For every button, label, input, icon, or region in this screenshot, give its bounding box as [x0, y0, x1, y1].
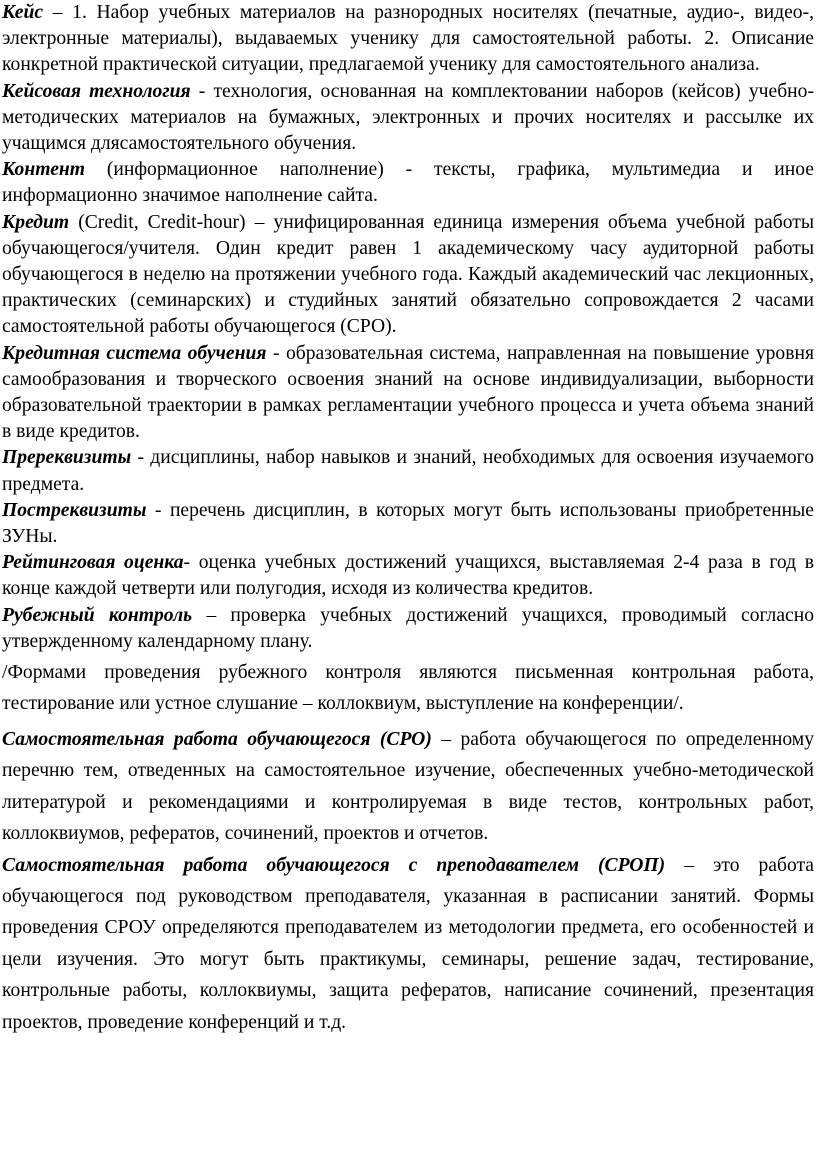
term: Контент: [2, 159, 86, 181]
term: Самостоятельная работа обучающегося (СРО): [2, 728, 432, 750]
definition: - технология, основанная на комплектовании наборов (кейсов) учебно-методических материалов на бумажных, электронных и прочих носителях и рассылке их учащимся длясамостоятельного обучения.: [2, 80, 814, 155]
term: Постреквизиты: [2, 499, 147, 521]
definition: – проверка учебных достижений учащихся, проводимый согласно утвержденному календарному плану.: [2, 604, 815, 652]
term: Рейтинговая оценка: [2, 552, 184, 574]
definition: - дисциплины, набор навыков и знаний, необходимых для освоения изучаемого предмета.: [2, 447, 814, 495]
term: Кейсовая технология: [2, 80, 191, 102]
glossary-entry-credit-system: [2, 341, 814, 446]
glossary-entry-rating: [2, 550, 814, 602]
definition: - перечень дисциплин, в которых могут быть использованы приобретенные ЗУНы.: [2, 499, 814, 548]
glossary-entry-content: [2, 157, 814, 209]
definition: – работа обучающегося по определенному перечню тем, отведенных на самостоятельное изучение, обеспеченных учебно-методической литературой и рекомендациями и контролируемая в виде тестов, контрольных работ, коллоквиумов, рефератов, сочинений, проектов и отчетов.: [2, 728, 815, 845]
definition: (Credit, Credit-hour) – унифицированная единица измерения объема учебной работы обучающегося/учителя. Один кредит равен 1 академическому часу аудиторной работы обучающегося в неделю на протяжении учебного года. Каждый академический час лекционных, практических (семинарских) и студийных занятий обязательно сопровождается 2 часами самостоятельной работы обучающегося (СРО).: [2, 211, 814, 338]
term: Самостоятельная работа обучающегося с преподавателем (СРОП): [2, 854, 666, 876]
glossary-entry-prerequisites: [2, 445, 814, 497]
definition: – 1. Набор учебных материалов на разнородных носителях (печатные, аудио-, видео-, электронные материалы), выдаваемых ученику для самостоятельной работы. 2. Описание конкретной практической ситуации, предлагаемой ученику для самостоятельного анализа.: [2, 2, 814, 76]
glossary-entry-case-technology: [2, 79, 814, 158]
midterm-control-note: /Формами проведения рубежного контроля являются письменная контрольная работа, тестирование или устное слушание – коллоквиум, выступление на конференции/.: [2, 662, 814, 715]
glossary-entry-midterm-control: [2, 603, 814, 655]
glossary-entry-credit: [2, 210, 814, 341]
definition: - оценка учебных достижений учащихся, выставляемая 2-4 раза в год в конце каждой четверти или полугодия, исходя из количества кредитов.: [2, 552, 814, 600]
definition: – это работа обучающегося под руководством преподавателя, указанная в расписании занятий. Формы проведения СРОУ определяются преподавателем из методологии предмета, его особенностей и цели изучения. Это могут быть практикумы, семинары, решение задач, тестирование, контрольные работы, коллоквиумы, защита рефератов, написание сочинений, презентация проектов, проведение конференций и т.д.: [2, 854, 814, 1033]
glossary-entry-sro: [2, 724, 814, 850]
term: Кейс: [2, 2, 44, 23]
term: Пререквизиты: [2, 447, 132, 469]
definition: (информационное наполнение) - тексты, графика, мультимедиа и иное информационно значимое наполнение сайта.: [2, 159, 814, 207]
term: Кредитная система обучения: [2, 342, 267, 364]
glossary-entry-case: [2, 0, 814, 79]
term: Кредит: [2, 211, 70, 233]
glossary-entry-srop: [2, 850, 814, 1038]
glossary-entry-postrequisites: [2, 498, 814, 550]
term: Рубежный контроль: [2, 604, 193, 626]
definition: - образовательная система, направленная на повышение уровня самообразования и творческого освоения знаний на основе индивидуализации, выборности образовательной траектории в рамках регламентации учебного процесса и учета объема знаний в виде кредитов.: [2, 342, 814, 443]
